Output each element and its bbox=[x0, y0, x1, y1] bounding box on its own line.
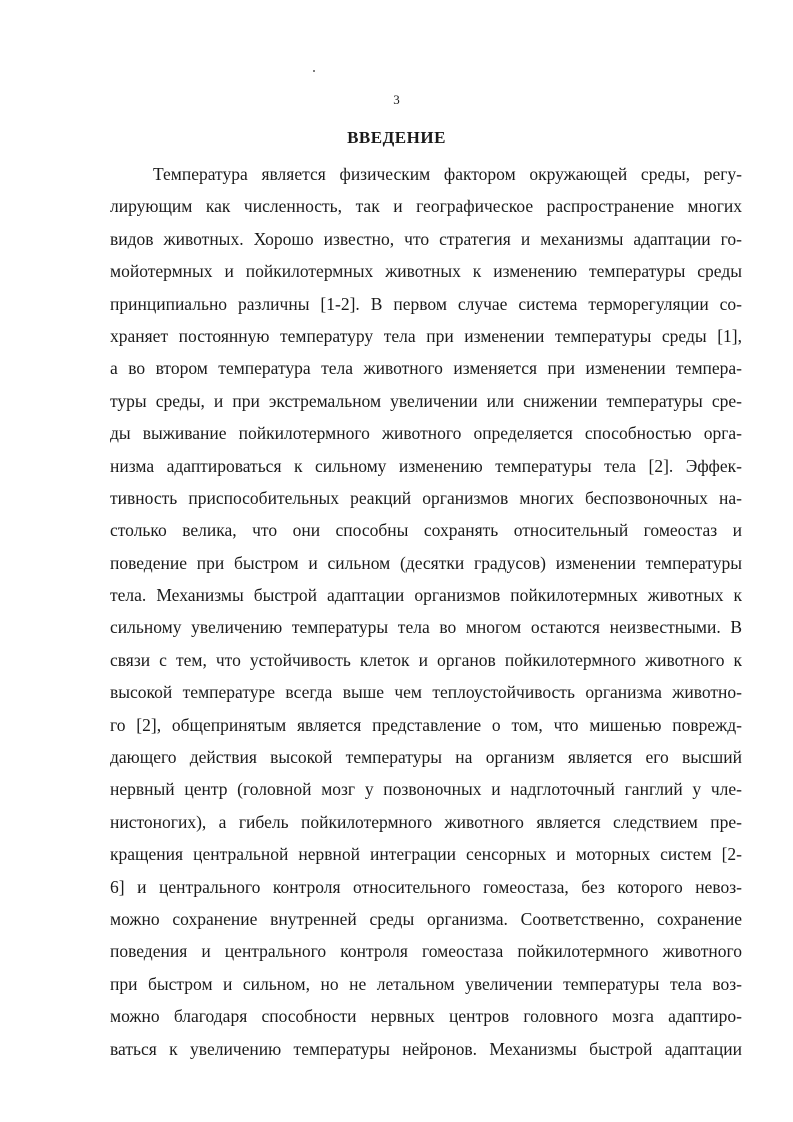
text-line: столько велика, что они способны сохранять относительный гомеостаз и bbox=[110, 520, 742, 541]
text-line: храняет постоянную температуру тела при изменении температуры среды [1], bbox=[110, 325, 742, 346]
text-line: мойотермных и пойкилотермных животных к изменению температуры среды bbox=[110, 261, 742, 282]
text-line: сильному увеличению температуры тела во многом остаются неизвестными. В bbox=[110, 617, 742, 638]
text-line: а во втором температура тела животного изменяется при изменении темпера- bbox=[110, 358, 742, 379]
text-line: Температура является физическим фактором окружающей среды, регу- bbox=[153, 164, 742, 184]
text-line: принципиально различны [1-2]. В первом случае система терморегуляции со- bbox=[110, 293, 742, 314]
text-line: туры среды, и при экстремальном увеличении или снижении температуры сре- bbox=[110, 390, 742, 411]
text-line: высокой температуре всегда выше чем теплоустойчивость организма животно- bbox=[110, 682, 742, 703]
text-line: лирующим как численность, так и географическое распространение многих bbox=[110, 196, 742, 217]
text-line: при быстром и сильном, но не летальном увеличении температуры тела воз- bbox=[110, 973, 742, 994]
text-line: тела. Механизмы быстрой адаптации организмов пойкилотермных животных к bbox=[110, 585, 742, 606]
text-line: нистоногих), а гибель пойкилотермного животного является следствием пре- bbox=[110, 811, 742, 832]
text-line: нервный центр (головной мозг у позвоночных и надглоточный ганглий у чле- bbox=[110, 779, 742, 800]
text-line: видов животных. Хорошо известно, что стратегия и механизмы адаптации го- bbox=[110, 228, 742, 249]
body-text bbox=[110, 158, 742, 1065]
text-line: поведения и центрального контроля гомеостаза пойкилотермного животного bbox=[110, 941, 742, 962]
text-line: дающего действия высокой температуры на организм является его высший bbox=[110, 747, 742, 768]
page-number: 3 bbox=[393, 92, 400, 107]
text-line: поведение при быстром и сильном (десятки градусов) изменении температуры bbox=[110, 552, 742, 573]
scan-speck bbox=[313, 70, 315, 72]
text-line: 6] и центрального контроля относительного гомеостаза, без которого невоз- bbox=[110, 876, 742, 897]
text-line: можно благодаря способности нервных центров головного мозга адаптиро- bbox=[110, 1006, 742, 1027]
text-line: связи с тем, что устойчивость клеток и органов пойкилотермного животного к bbox=[110, 649, 742, 670]
section-title: ВВЕДЕНИЕ bbox=[347, 128, 446, 147]
text-line: тивность приспособительных реакций организмов многих беспозвоночных на- bbox=[110, 487, 742, 508]
text-line: го [2], общепринятым является представление о том, что мишенью поврежд- bbox=[110, 714, 742, 735]
text-line: кращения центральной нервной интеграции сенсорных и моторных систем [2- bbox=[110, 844, 742, 865]
text-line: можно сохранение внутренней среды организма. Соответственно, сохранение bbox=[110, 908, 742, 929]
text-line: ды выживание пойкилотермного животного определяется способностью орга- bbox=[110, 423, 742, 444]
text-line: низма адаптироваться к сильному изменению температуры тела [2]. Эффек- bbox=[110, 455, 742, 476]
text-line: ваться к увеличению температуры нейронов. Механизмы быстрой адаптации bbox=[110, 1038, 742, 1059]
